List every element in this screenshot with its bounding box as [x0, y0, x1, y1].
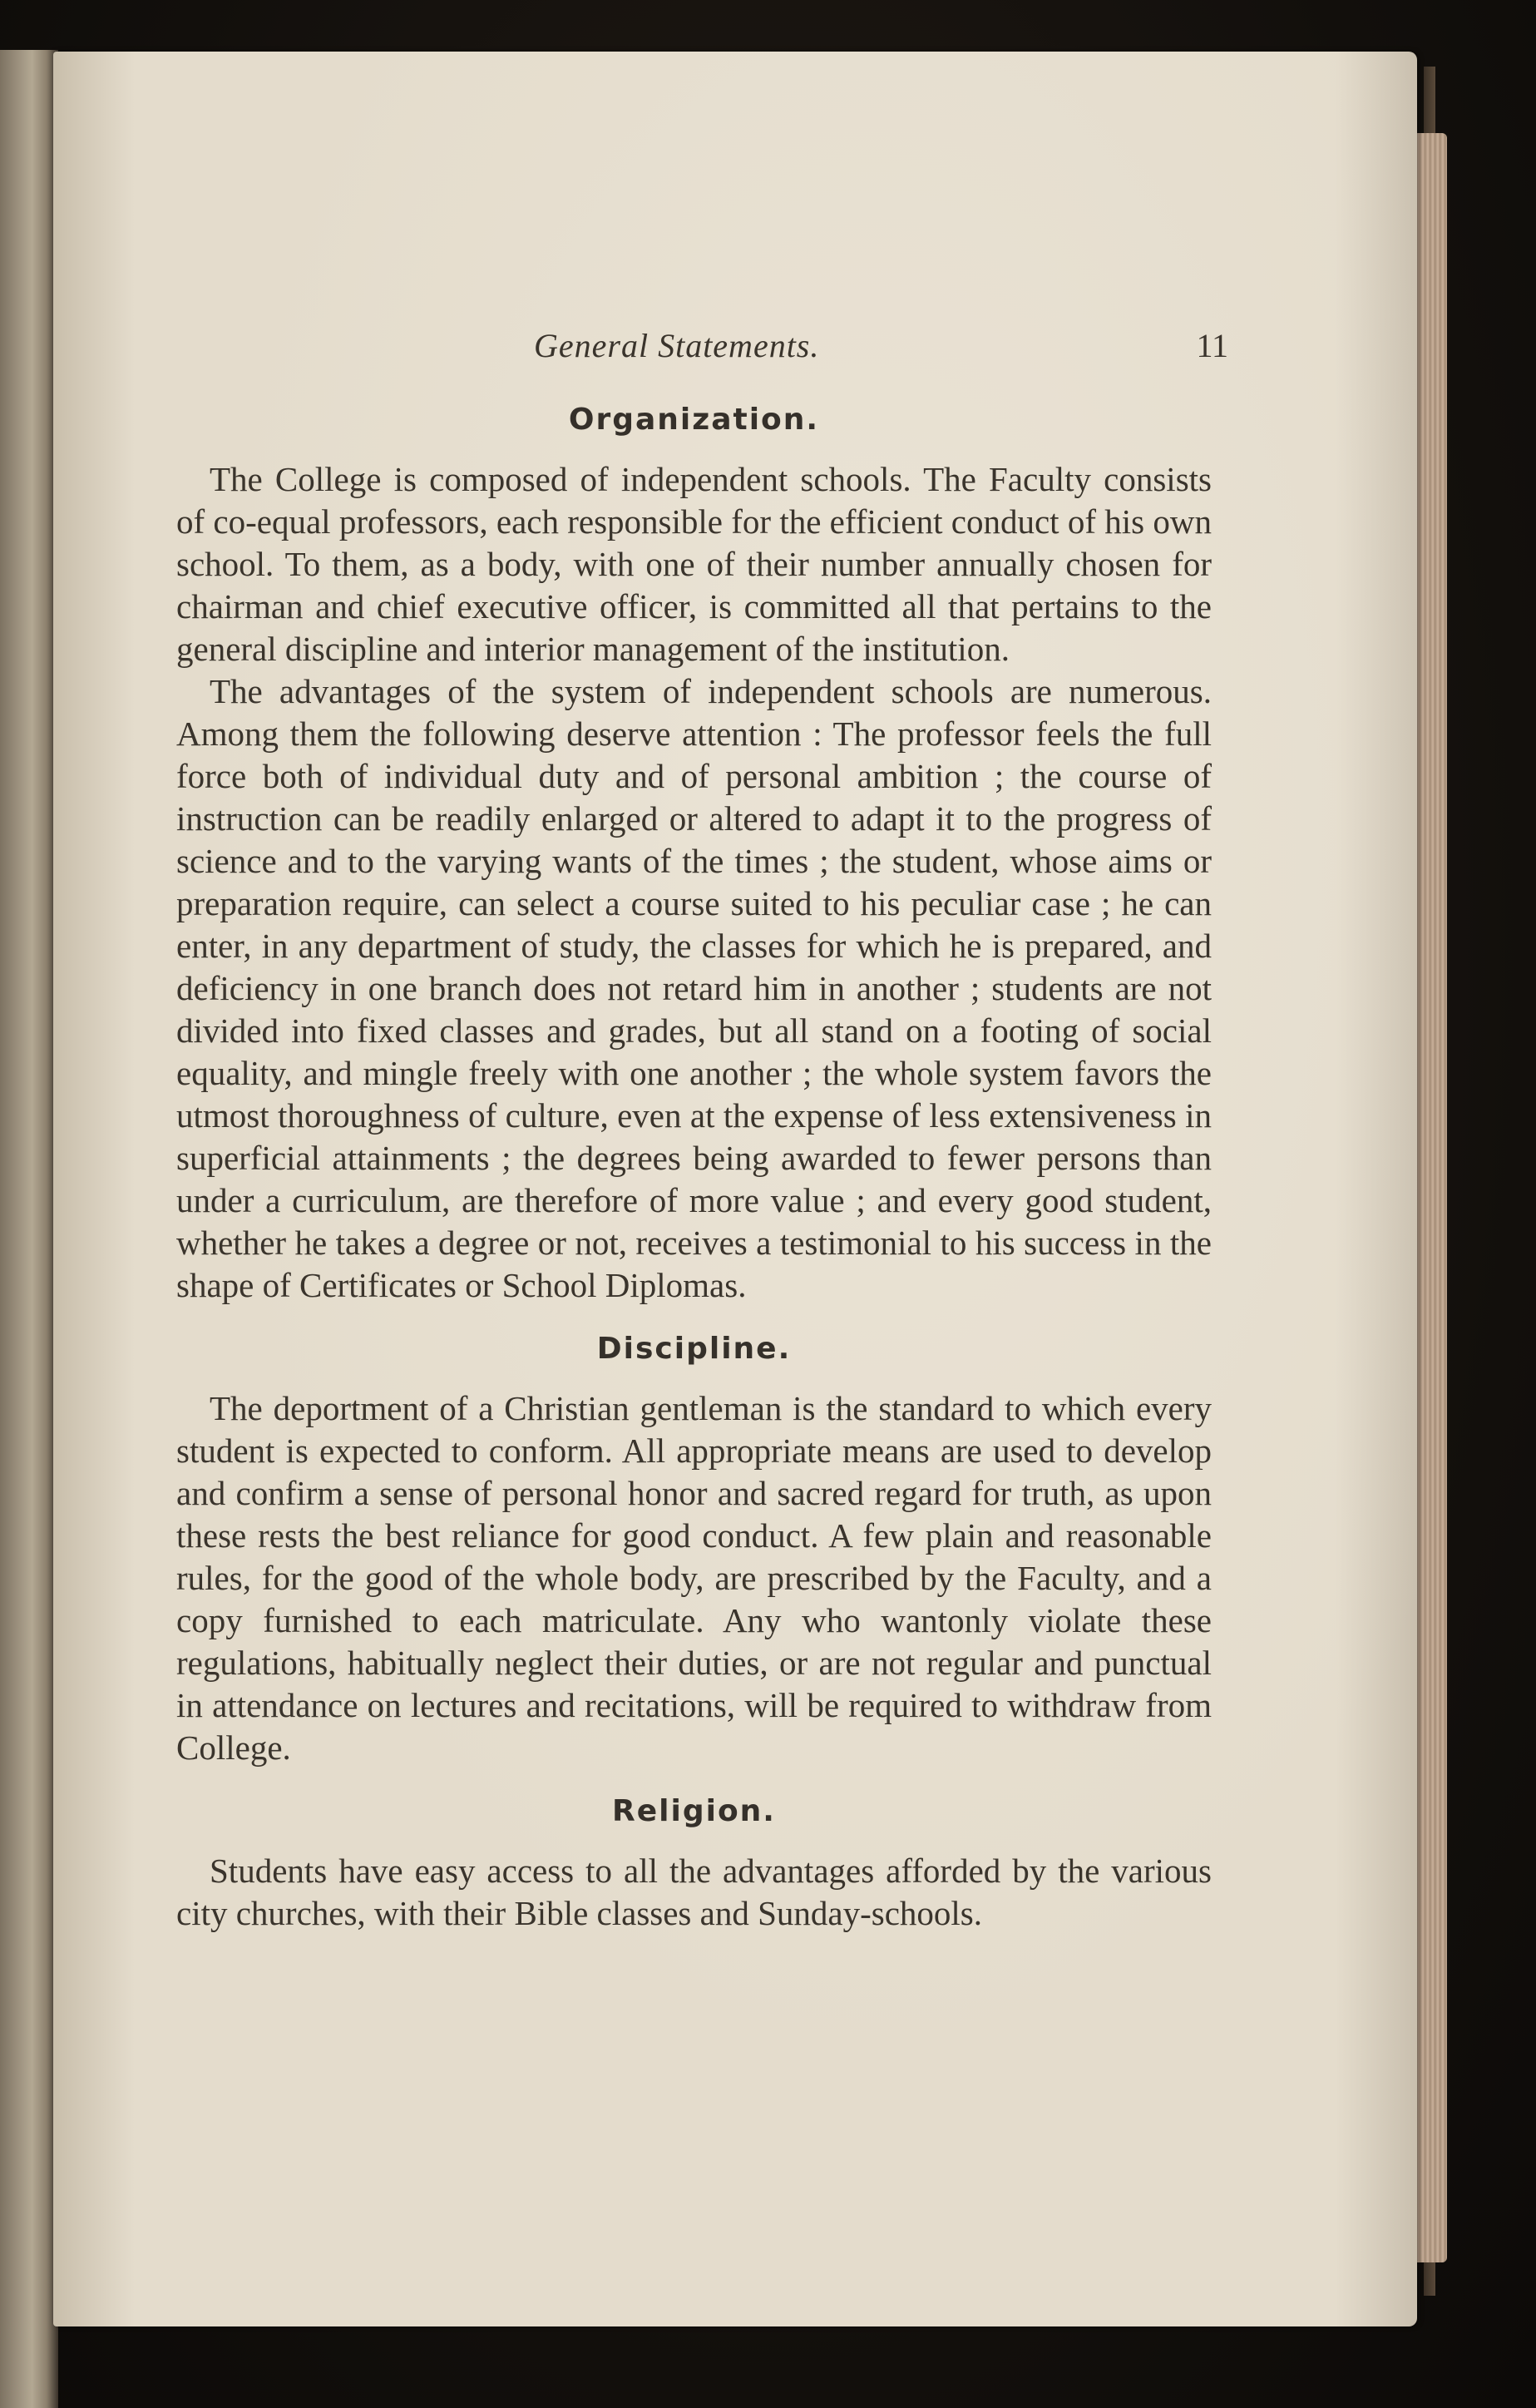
book-page [53, 52, 1417, 2326]
page-content [176, 326, 1228, 1960]
paragraph: Students have easy access to all the advantages afforded by the various city churches, with their Bible classes and Sunday-schools. [176, 1852, 1212, 1932]
facing-page-edge [0, 50, 58, 2408]
section-religion [176, 1794, 1212, 1935]
paragraph: The advantages of the system of independent schools are numerous. Among them the following deserve attention : The professor feels the full force both of individual duty and of personal ambition ; the course of instruction can be readily enlarged or altered to adapt it to the progress of science and to the varying wants of the times ; the student, whose aims or preparation require, can select a course suited to his peculiar case ; he can enter, in any department of study, the classes for which he is prepared, and deficiency in one branch does not retard him in another ; students are not divided into fixed classes and grades, but all stand on a footing of social equality, and mingle freely with one another ; the whole system favors the utmost thoroughness of culture, even at the expense of less extensiveness in superficial attainments ; the degrees being awarded to fewer persons than under a curriculum, are therefore of more value ; and every good student, whether he takes a degree or not, receives a testimonial to his success in the shape of Certificates or School Diplomas. [176, 672, 1212, 1304]
paragraph: The deportment of a Christian gentleman is the standard to which every student is expected to conform. All appropriate means are used to develop and confirm a sense of personal honor and sacred regard for truth, as upon these rests the best reliance for good conduct. A few plain and reasonable rules, for the good of the whole body, are prescribed by the Faculty, and a copy furnished to each matriculate. Any who wantonly violate these regulations, habitually neglect their duties, or are not regular and punctual in attendance on lectures and recitations, will be required to withdraw from College. [176, 1389, 1212, 1767]
page-number: 11 [1196, 327, 1228, 364]
paragraph: The College is composed of independent schools. The Faculty consists of co-equal professors, each responsible for the efficient conduct of his own school. To them, as a body, with one of their number annually chosen for chairman and chief executive officer, is committed all that pertains to the general discipline and interior management of the institution. [176, 460, 1212, 668]
section-heading: Organization. [568, 403, 820, 437]
section-heading: Discipline. [596, 1332, 792, 1366]
section-discipline [176, 1332, 1212, 1769]
running-title: General Statements. [534, 327, 820, 364]
running-head [176, 326, 1228, 384]
section-heading: Religion. [612, 1794, 776, 1828]
section-organization [176, 403, 1212, 1307]
